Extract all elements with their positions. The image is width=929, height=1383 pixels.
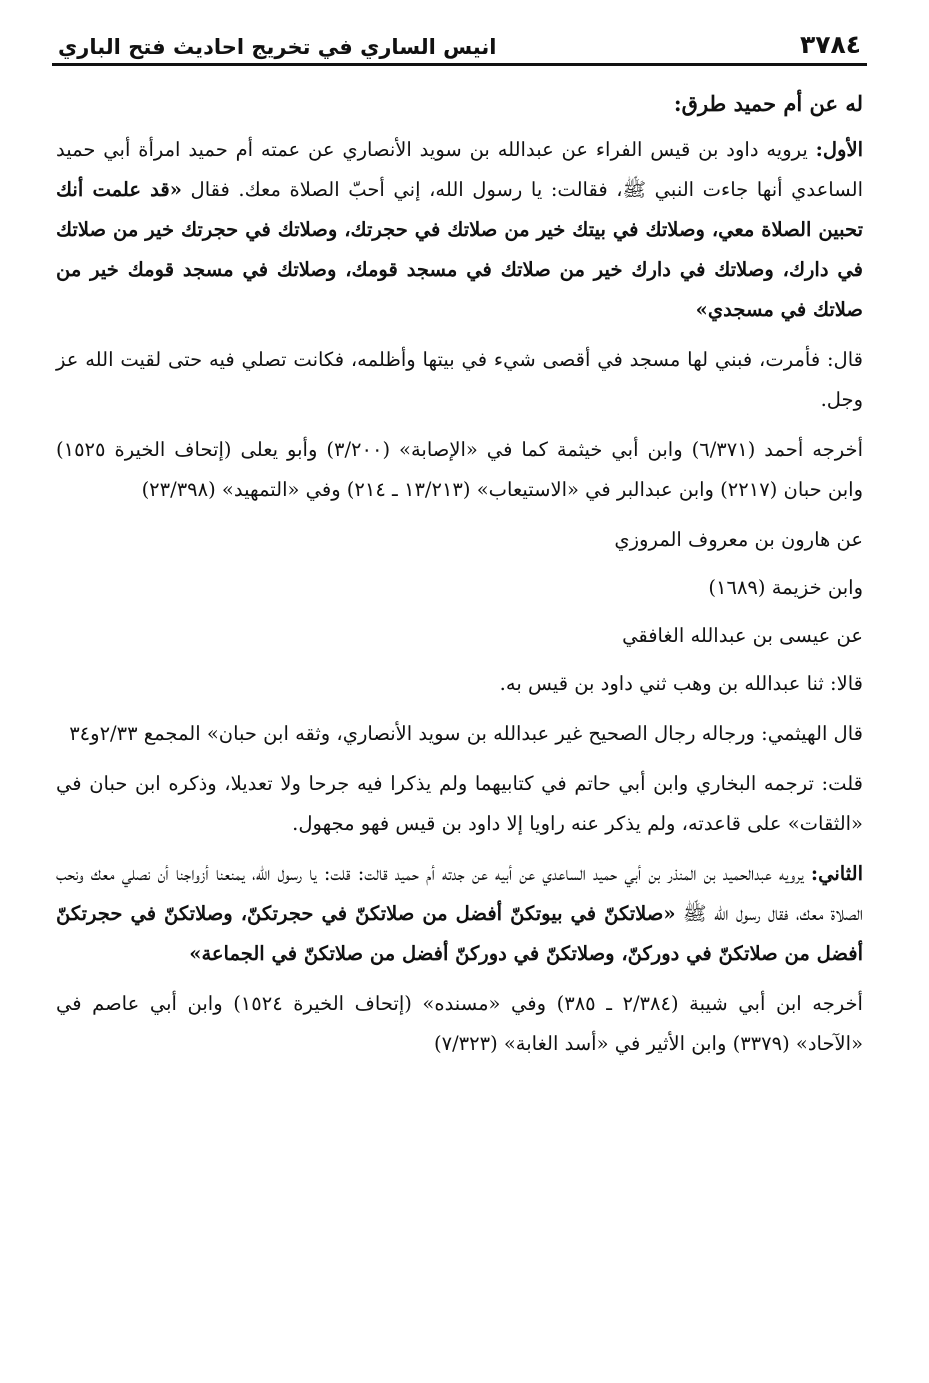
paragraph-chain-4: قالا: ثنا عبدالله بن وهب ثني داود بن قيس به. [499, 672, 863, 695]
paragraph-haythami: قال الهيثمي: ورجاله رجال الصحيح غير عبدالله بن سويد الأنصاري، وثقه ابن حبان» المجمع ٢/٣٣و٣٤ [69, 722, 863, 745]
page-header [52, 30, 867, 63]
first-route-hadith: «قد علمت أنك تحبين الصلاة معي، وصلاتك في بيتك خير من صلاتك في حجرتك، وصلاتك في حجرتك خير من صلاتك في دارك، وصلاتك في دارك خير من صلاتك في مسجد قومك، وصلاتك في مسجد قومك خير من صلاتك في مسجدي» [56, 178, 863, 321]
paragraph-chain-2: وابن خزيمة (١٦٨٩) [708, 576, 863, 599]
paragraph-comment: قلت: ترجمه البخاري وابن أبي حاتم في كتابيهما ولم يذكرا فيه جرحا ولا تعديلا، وذكره ابن حبان في «الثقات» على قاعدته، ولم يذكر عنه راويا إلا داود بن قيس فهو مجهول. [56, 772, 863, 835]
paragraph-first-route [56, 130, 863, 330]
first-route-text: يرويه داود بن قيس الفراء عن عبدالله بن سويد الأنصاري عن عمته أم حميد امرأة أبي حميد الساعدي أنها جاءت النبي ﷺ، فقالت: يا رسول الله، إني أحبّ الصلاة معك. فقال [56, 138, 863, 201]
second-route-hadith: «صلاتكنّ في بيوتكنّ أفضل من صلاتكنّ في حجرتكنّ، وصلاتكنّ في حجرتكنّ أفضل من صلاتكنّ في دوركنّ، وصلاتكنّ في دوركنّ أفضل من صلاتكنّ في الجماعة» [56, 902, 863, 965]
paragraph-second-route [56, 854, 863, 974]
page-body [52, 66, 867, 1064]
paragraph-takhrij-1: أخرجه أحمد (٦/٣٧١) وابن أبي خيثمة كما في «الإصابة» (٣/٢٠٠) وأبو يعلى (إتحاف الخيرة ١٥٢٥) وابن حبان (٢٢١٧) وابن عبدالبر في «الاستيعاب» (١٣/٢١٣ ـ ٢١٤) وفي «التمهيد» (٢٣/٣٩٨) [56, 438, 864, 501]
first-route-lead: الأول: [815, 138, 863, 161]
paragraph-narration-note: قال: فأمرت، فبني لها مسجد في أقصى شيء في بيتها وأظلمه، فكانت تصلي فيه حتى لقيت الله عز وجل. [56, 348, 863, 411]
paragraph-chain-1: عن هارون بن معروف المروزي [614, 528, 863, 551]
running-title: انيس الساري في تخريج احاديث فتح الباري [58, 35, 497, 59]
second-route-text: يرويه عبدالحميد بن المنذر بن أبي حميد الساعدي عن أبيه عن جدته أم حميد قالت: قلت: يا رسول الله، يمنعنا أزواجنا أن نصلي معك ونحب الصلاة معك، فقال رسول الله ﷺ [56, 862, 863, 925]
page-number: ٣٧٨٤ [799, 30, 861, 59]
second-route-lead: الثاني: [810, 862, 863, 885]
paragraph-chain-3: عن عيسى بن عبدالله الغافقي [622, 624, 863, 647]
paragraph-takhrij-2: أخرجه ابن أبي شيبة (٢/٣٨٤ ـ ٣٨٥) وفي «مسنده» (إتحاف الخيرة ١٥٢٤) وابن أبي عاصم في «الآحاد» (٣٣٧٩) وابن الأثير في «أسد الغابة» (٧/٣٢٣) [56, 992, 863, 1055]
section-intro: له عن أم حميد طرق: [673, 91, 863, 116]
